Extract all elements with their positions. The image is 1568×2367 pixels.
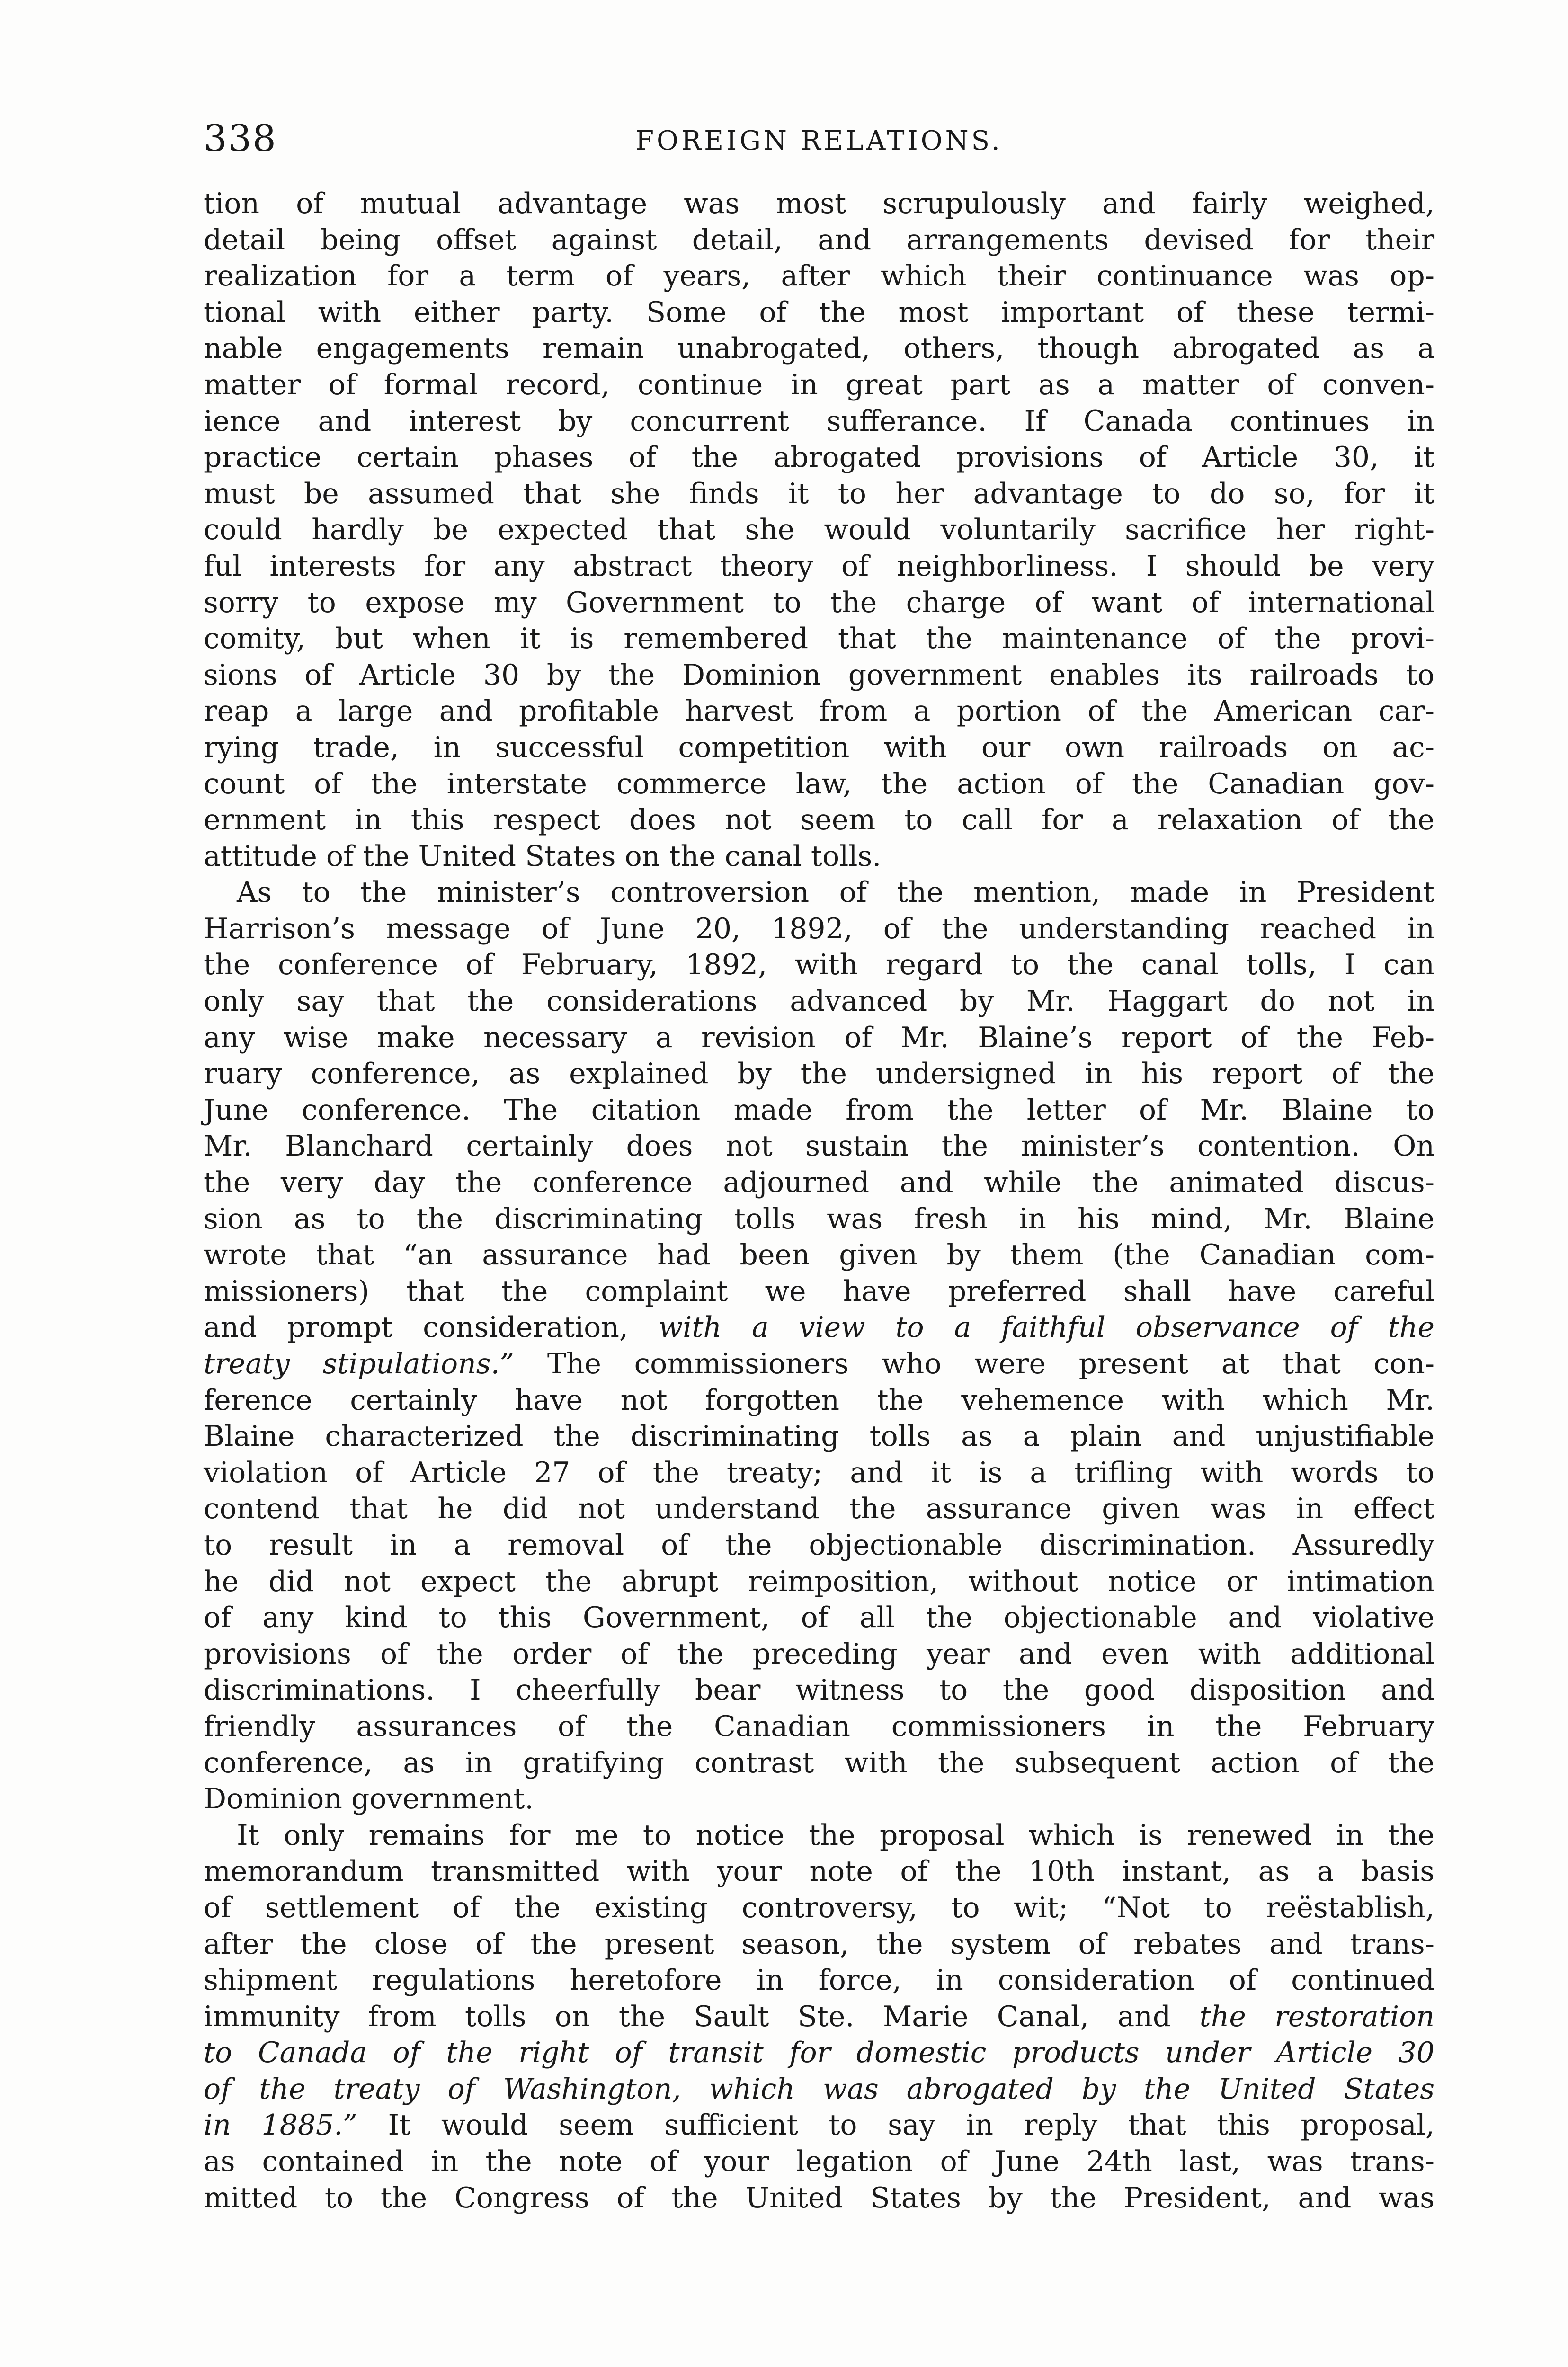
text-line: he did not expect the abrupt reimposition, without notice or intimation	[204, 1565, 1434, 1598]
text-line: tion of mutual advantage was most scrupulously and fairly weighed,	[204, 187, 1434, 220]
text-line: June conference. The citation made from the letter of Mr. Blaine to	[204, 1093, 1434, 1127]
text-line: comity, but when it is remembered that the maintenance of the provi-	[204, 622, 1434, 656]
text-line: realization for a term of years, after which their continuance was op-	[204, 259, 1434, 293]
text-segment: immunity from tolls on the Sault Ste. Marie Canal, and	[204, 2000, 1200, 2033]
italic-quotation: of the treaty of Washington, which was abrogated by the United States	[204, 2072, 1434, 2106]
text-line: reap a large and profitable harvest from a portion of the American car-	[204, 694, 1434, 728]
italic-quotation: in 1885.”	[204, 2109, 357, 2142]
text-line: ernment in this respect does not seem to call for a relaxation of the	[204, 803, 1434, 837]
text-line	[204, 2107, 1434, 2144]
text-line: conference, as in gratifying contrast with the subsequent action of the	[204, 1746, 1434, 1780]
text-line	[204, 2035, 1434, 2071]
body-text	[204, 186, 1434, 2216]
text-line: tional with either party. Some of the most important of these termi-	[204, 295, 1434, 329]
italic-quotation: to Canada of the right of transit for domestic products under Article 30	[204, 2036, 1434, 2070]
text-line: Dominion government.	[204, 1782, 534, 1816]
text-line	[204, 2071, 1434, 2108]
text-line: Harrison’s message of June 20, 1892, of the understanding reached in	[204, 912, 1434, 945]
text-line: the very day the conference adjourned and while the animated discus-	[204, 1166, 1434, 1200]
text-line: of any kind to this Government, of all the objectionable and violative	[204, 1601, 1434, 1635]
text-line: sion as to the discriminating tolls was fresh in his mind, Mr. Blaine	[204, 1202, 1434, 1236]
text-line: mitted to the Congress of the United States by the President, and was	[204, 2181, 1434, 2215]
text-line: provisions of the order of the preceding year and even with additional	[204, 1637, 1434, 1671]
text-segment: The commissioners who were present at that con-	[514, 1347, 1434, 1380]
text-line: the conference of February, 1892, with regard to the canal tolls, I can	[204, 948, 1434, 982]
text-line: missioners) that the complaint we have preferred shall have careful	[204, 1274, 1434, 1308]
text-line	[204, 1309, 1434, 1346]
text-line: could hardly be expected that she would voluntarily sacrifice her right-	[204, 513, 1434, 547]
italic-quotation: the restoration	[1199, 2000, 1434, 2033]
text-line: must be assumed that she finds it to her advantage to do so, for it	[204, 477, 1434, 510]
text-segment: and prompt consideration,	[204, 1311, 659, 1344]
text-line: ruary conference, as explained by the undersigned in his report of the	[204, 1057, 1434, 1091]
text-line: of settlement of the existing controversy, to wit; “Not to reëstablish,	[204, 1891, 1434, 1924]
text-line: attitude of the United States on the canal tolls.	[204, 839, 882, 873]
text-line: memorandum transmitted with your note of the 10th instant, as a basis	[204, 1855, 1434, 1888]
text-line: to result in a removal of the objectionable discrimination. Assuredly	[204, 1528, 1434, 1562]
text-line: practice certain phases of the abrogated provisions of Article 30, it	[204, 441, 1434, 474]
text-line: count of the interstate commerce law, the action of the Canadian gov-	[204, 767, 1434, 801]
text-line: after the close of the present season, the system of rebates and trans-	[204, 1927, 1434, 1961]
text-line: only say that the considerations advanced by Mr. Haggart do not in	[204, 985, 1434, 1018]
text-line: Mr. Blanchard certainly does not sustain the minister’s contention. On	[204, 1130, 1434, 1163]
text-line: nable engagements remain unabrogated, others, though abrogated as a	[204, 332, 1434, 365]
text-line: contend that he did not understand the assurance given was in effect	[204, 1492, 1434, 1526]
italic-quotation: with a view to a faithful observance of the	[658, 1311, 1434, 1344]
text-line: friendly assurances of the Canadian commissioners in the February	[204, 1709, 1434, 1743]
text-line: ful interests for any abstract theory of neighborliness. I should be very	[204, 549, 1434, 583]
text-line	[204, 1346, 1434, 1382]
paragraph-first-line: As to the minister’s controversion of the mention, made in President	[237, 876, 1434, 909]
text-line: sorry to expose my Government to the charge of want of international	[204, 586, 1434, 619]
text-line: as contained in the note of your legation of June 24th last, was trans-	[204, 2145, 1434, 2179]
text-line	[204, 1999, 1434, 2035]
text-line: discriminations. I cheerfully bear witness to the good disposition and	[204, 1673, 1434, 1707]
text-line: ference certainly have not forgotten the vehemence with which Mr.	[204, 1383, 1434, 1417]
text-line: Blaine characterized the discriminating tolls as a plain and unjustifiable	[204, 1420, 1434, 1453]
text-line: wrote that “an assurance had been given by them (the Canadian com-	[204, 1238, 1434, 1272]
italic-quotation: treaty stipulations.”	[204, 1347, 515, 1380]
text-line: rying trade, in successful competition with our own railroads on ac-	[204, 730, 1434, 764]
text-line: matter of formal record, continue in great part as a matter of conven-	[204, 368, 1434, 401]
text-line: shipment regulations heretofore in force, in consideration of continued	[204, 1964, 1434, 1997]
running-title: FOREIGN RELATIONS.	[635, 125, 1003, 156]
paragraph-first-line: It only remains for me to notice the proposal which is renewed in the	[237, 1818, 1434, 1852]
text-line: any wise make necessary a revision of Mr. Blaine’s report of the Feb-	[204, 1021, 1434, 1054]
text-line: ience and interest by concurrent sufferance. If Canada continues in	[204, 404, 1434, 438]
text-segment: It would seem sufficient to say in reply that this proposal,	[357, 2109, 1434, 2142]
text-line: sions of Article 30 by the Dominion government enables its railroads to	[204, 658, 1434, 692]
running-header	[204, 113, 1434, 165]
text-line: violation of Article 27 of the treaty; and it is a trifling with words to	[204, 1456, 1434, 1489]
page-number: 338	[204, 117, 277, 160]
text-line: detail being offset against detail, and arrangements devised for their	[204, 223, 1434, 257]
